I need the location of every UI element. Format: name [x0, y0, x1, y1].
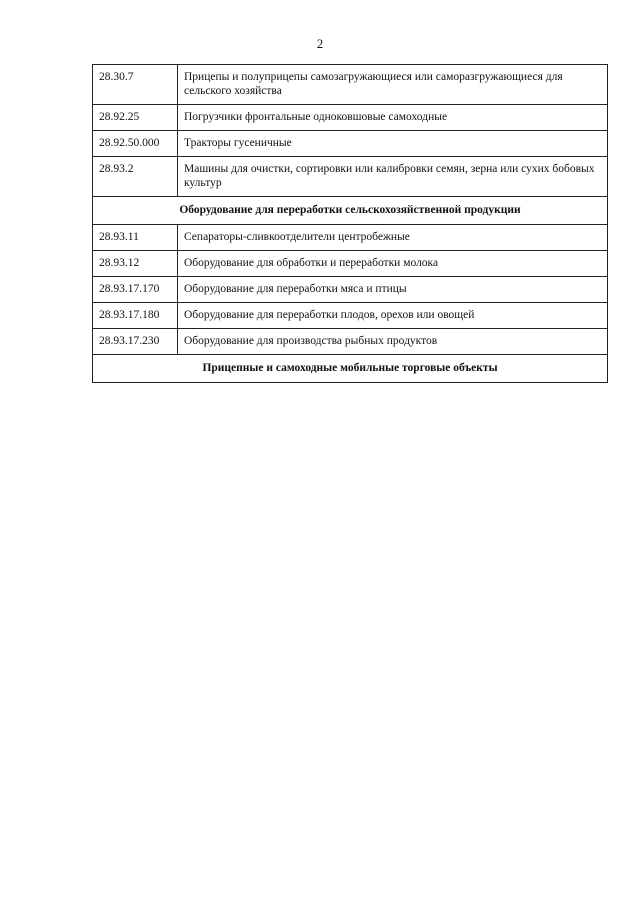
product-name: Оборудование для переработки мяса и птицы	[178, 277, 608, 303]
product-name: Оборудование для производства рыбных продуктов	[178, 329, 608, 355]
product-name: Машины для очистки, сортировки или калибровки семян, зерна или сухих бобовых культур	[178, 157, 608, 197]
okpd-code: 28.93.17.170	[93, 277, 178, 303]
product-name: Прицепы и полуприцепы самозагружающиеся или саморазгружающиеся для сельского хозяйства	[178, 65, 608, 105]
table-row	[93, 251, 608, 277]
table-row	[93, 225, 608, 251]
okpd-code: 28.93.17.230	[93, 329, 178, 355]
page-number: 2	[316, 36, 324, 51]
okpd-code: 28.93.12	[93, 251, 178, 277]
section-header-row	[93, 197, 608, 225]
okpd-code: 28.92.25	[93, 105, 178, 131]
okpd-table	[92, 64, 608, 383]
product-name: Тракторы гусеничные	[178, 131, 608, 157]
section-header-row	[93, 355, 608, 383]
table-row	[93, 131, 608, 157]
product-name: Погрузчики фронтальные одноковшовые самоходные	[178, 105, 608, 131]
section-heading-mobile: Прицепные и самоходные мобильные торговые объекты	[93, 355, 608, 383]
product-name: Оборудование для обработки и переработки молока	[178, 251, 608, 277]
okpd-code: 28.93.2	[93, 157, 178, 197]
okpd-code: 28.92.50.000	[93, 131, 178, 157]
table-row	[93, 329, 608, 355]
section-heading-processing: Оборудование для переработки сельскохозяйственной продукции	[93, 197, 608, 225]
table-row	[93, 157, 608, 197]
product-name: Сепараторы-сливкоотделители центробежные	[178, 225, 608, 251]
table-row	[93, 303, 608, 329]
okpd-code: 28.93.11	[93, 225, 178, 251]
product-name: Оборудование для переработки плодов, орехов или овощей	[178, 303, 608, 329]
table-row	[93, 105, 608, 131]
table-row	[93, 65, 608, 105]
table-row	[93, 277, 608, 303]
okpd-code: 28.93.17.180	[93, 303, 178, 329]
okpd-code: 28.30.7	[93, 65, 178, 105]
